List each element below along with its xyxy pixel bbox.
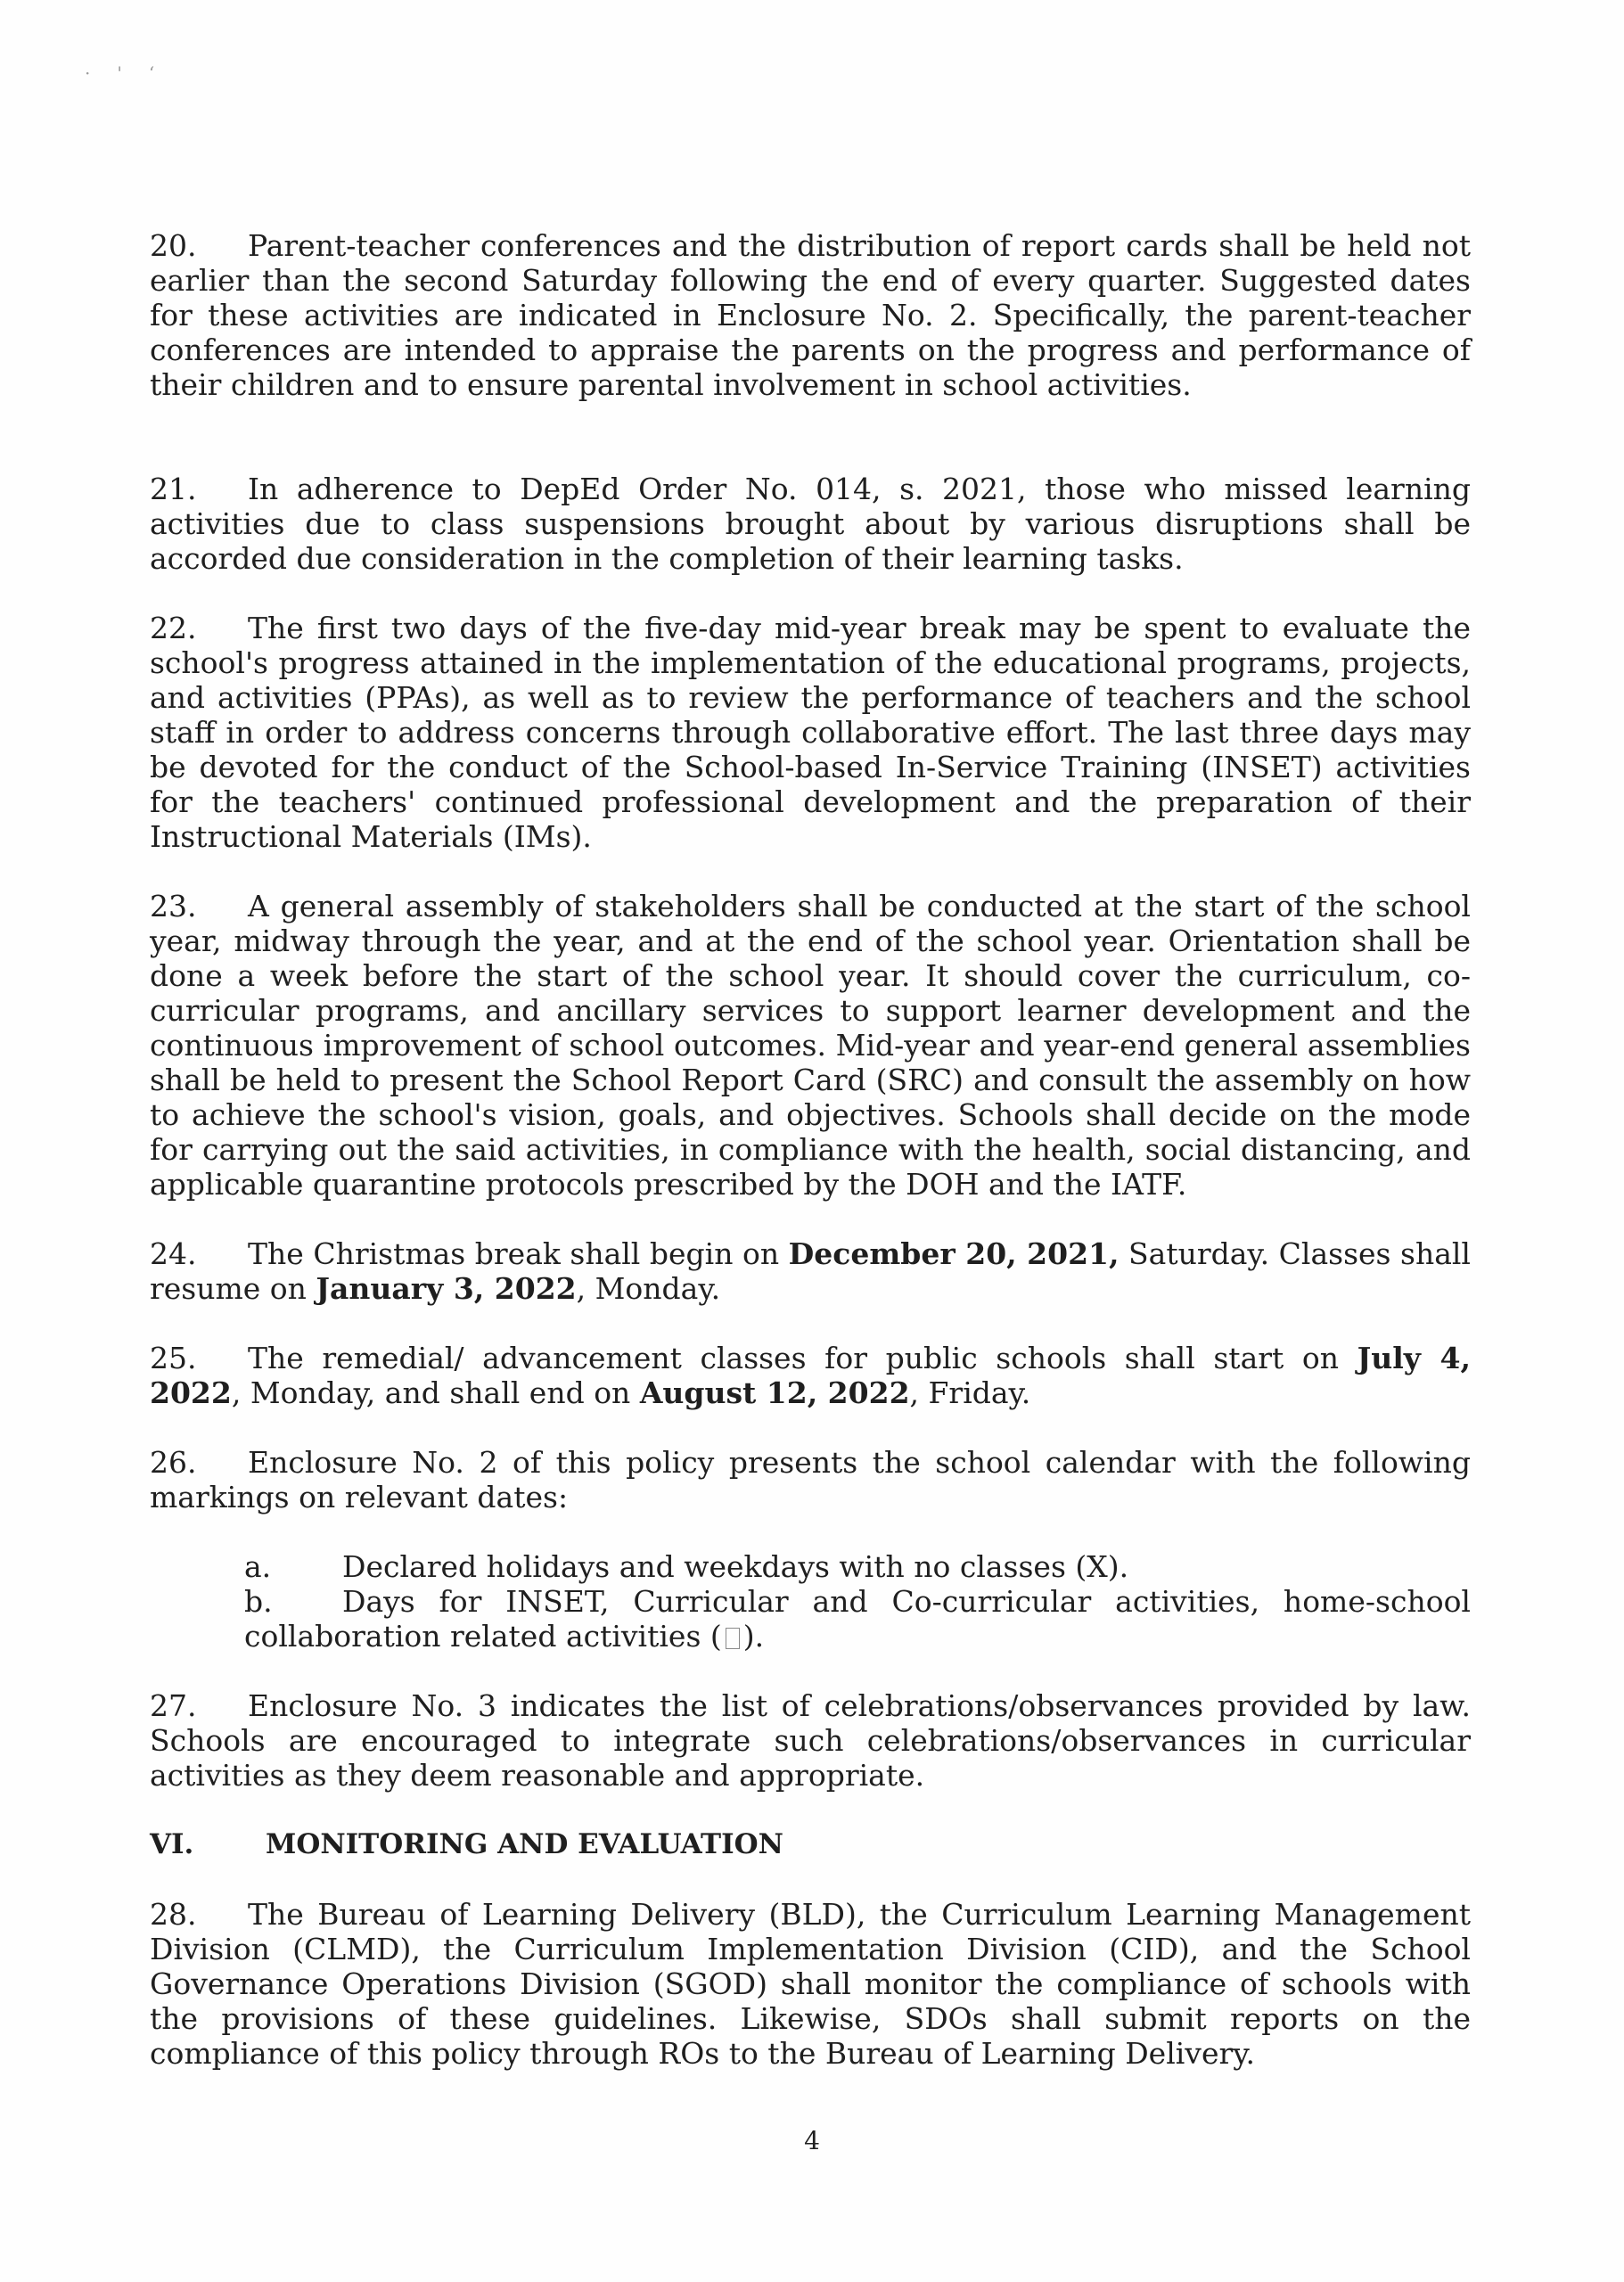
paragraph-22 xyxy=(150,611,1471,854)
paragraph-27 xyxy=(150,1688,1471,1793)
box-marking-icon xyxy=(726,1628,740,1649)
christmas-break-start-date: December 20, 2021, xyxy=(788,1236,1120,1271)
document-body xyxy=(150,228,1471,2071)
paragraph-text: A general assembly of stakeholders shall be conducted at the start of the school year, midway through the year, and at the end of the school year. Orientation shall be done a week before the start of the school year. It should cover the curriculum, co-curricular programs, and ancillary services to support learner development and the continuous improvement of school outcomes. Mid-year and year-end general assemblies shall be held to present the School Report Card (SRC) and consult the assembly on how to achieve the school's vision, goals, and objectives. Schools shall decide on the mode for carrying out the said activities, in compliance with the health, social distancing, and applicable quarantine protocols prescribed by the DOH and the IATF. xyxy=(150,889,1471,1202)
paragraph-23 xyxy=(150,889,1471,1202)
paragraph-26 xyxy=(150,1445,1471,1514)
paragraph-28 xyxy=(150,1897,1471,2071)
classes-resume-date: January 3, 2022 xyxy=(316,1271,577,1306)
paragraph-number: 26. xyxy=(150,1445,197,1480)
list-marker: a. xyxy=(244,1549,272,1584)
remedial-end-date: August 12, 2022 xyxy=(639,1375,910,1410)
remedial-start-date: July 4, 2022 xyxy=(150,1341,1471,1410)
paragraph-24 xyxy=(150,1236,1471,1306)
paragraph-number: 20. xyxy=(150,228,197,263)
paragraph-text: The Bureau of Learning Delivery (BLD), the Curriculum Learning Management Division (CLMD), the Curriculum Implementation Division (CID), and the School Governance Operations Division (SGOD) shall monitor the compliance of schools with the provisions of these guidelines. Likewise, SDOs shall submit reports on the compliance of this policy through ROs to the Bureau of Learning Delivery. xyxy=(150,1897,1471,2071)
paragraph-20 xyxy=(150,228,1471,402)
paragraph-text: , Monday. xyxy=(576,1271,721,1306)
paragraph-text: , Friday. xyxy=(909,1375,1031,1410)
paragraph-text: Parent-teacher conferences and the distribution of report cards shall be held not earlier than the second Saturday following the end of every quarter. Suggested dates for these activities are indicated in Enclosure No. 2. Specifically, the parent-teacher conferences are intended to appraise the parents on the progress and performance of their children and to ensure parental involvement in school activities. xyxy=(150,228,1471,402)
section-heading xyxy=(150,1827,1471,1862)
paragraph-number: 25. xyxy=(150,1341,197,1375)
paragraph-25 xyxy=(150,1341,1471,1410)
section-title: MONITORING AND EVALUATION xyxy=(266,1828,783,1860)
paragraph-number: 27. xyxy=(150,1688,197,1723)
paragraph-number: 22. xyxy=(150,611,197,645)
list-item-text-tail: ). xyxy=(742,1619,765,1654)
paragraph-number: 24. xyxy=(150,1236,197,1271)
paragraph-text: The first two days of the five-day mid-year break may be spent to evaluate the school's progress attained in the implementation of the educational programs, projects, and activities (PPAs), as well as to review the performance of teachers and the school staff in order to address concerns through collaborative effort. The last three days may be devoted for the conduct of the School-based In-Service Training (INSET) activities for the teachers' continued professional development and the preparation of their Instructional Materials (IMs). xyxy=(150,611,1471,854)
list-marker: b. xyxy=(244,1584,273,1619)
paragraph-21 xyxy=(150,472,1471,576)
section-number: VI. xyxy=(150,1828,194,1860)
paragraph-number: 23. xyxy=(150,889,197,923)
markings-list xyxy=(244,1549,1471,1654)
paragraph-text: The Christmas break shall begin on xyxy=(248,1236,789,1271)
paragraph-text: Saturday. Classes shall resume on xyxy=(150,1236,1471,1306)
list-item-text: Declared holidays and weekdays with no classes (X). xyxy=(342,1549,1129,1584)
list-item xyxy=(244,1549,1471,1584)
page-number: 4 xyxy=(804,2126,820,2155)
paragraph-number: 21. xyxy=(150,472,197,506)
paragraph-text: The remedial/ advancement classes for public schools shall start on xyxy=(248,1341,1357,1375)
list-item xyxy=(244,1584,1471,1654)
paragraph-text: Enclosure No. 2 of this policy presents the school calendar with the following markings on relevant dates: xyxy=(150,1445,1471,1514)
list-item-text: Days for INSET, Curricular and Co-curricular activities, home-school collaboration related activities ( xyxy=(244,1584,1471,1654)
paragraph-number: 28. xyxy=(150,1897,197,1932)
paragraph-text: , Monday, and shall end on xyxy=(231,1375,640,1410)
scan-marks: ·'ʻ xyxy=(85,62,182,84)
paragraph-text: In adherence to DepEd Order No. 014, s. 2021, those who missed learning activities due to class suspensions brought about by various disruptions shall be accorded due consideration in the completion of their learning tasks. xyxy=(150,472,1471,576)
paragraph-text: Enclosure No. 3 indicates the list of celebrations/observances provided by law. Schools are encouraged to integrate such celebrations/observances in curricular activities as they deem reasonable and appropriate. xyxy=(150,1688,1471,1793)
